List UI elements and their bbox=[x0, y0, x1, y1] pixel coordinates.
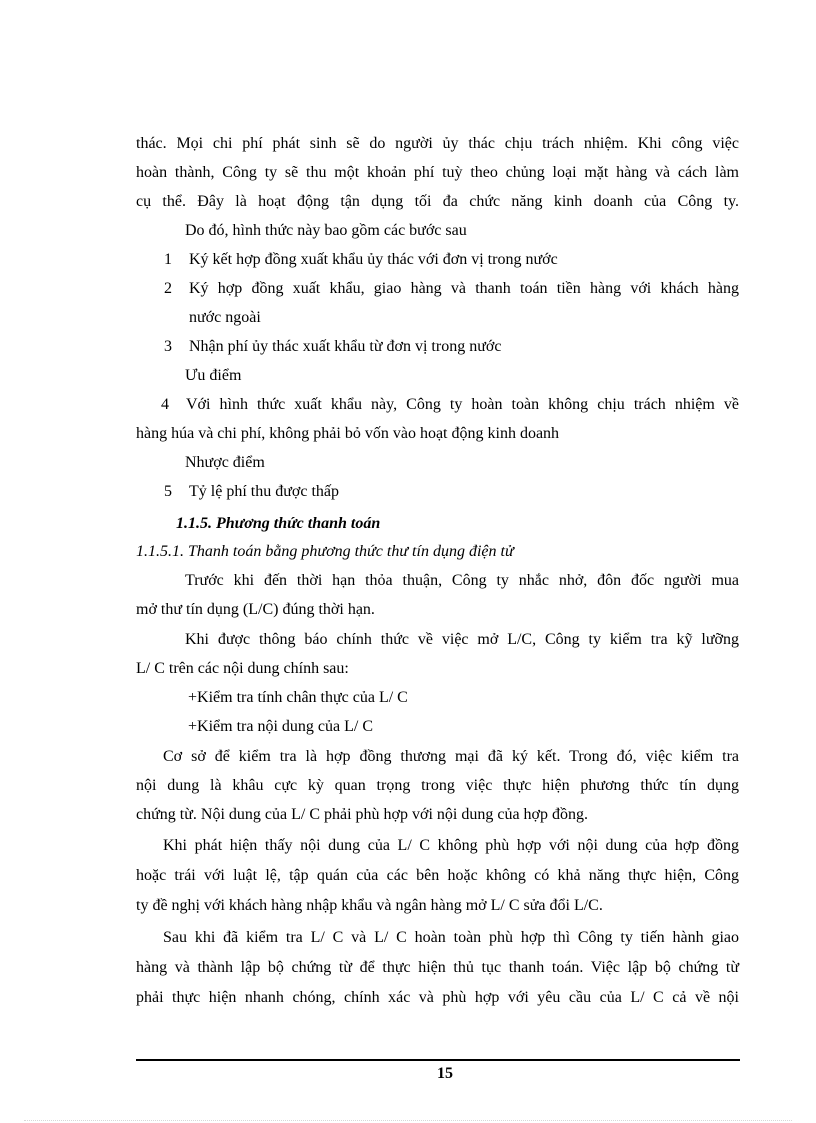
body-text-line: nội dung là khâu cực kỳ quan trọng trong việc thực hiện phương thức tín dụng bbox=[136, 777, 739, 794]
body-text-line: Do đó, hình thức này bao gồm các bước sau bbox=[185, 222, 467, 239]
body-text-line: cụ thể. Đây là hoạt động tận dụng tối đa chức năng kinh doanh của Công ty. bbox=[136, 193, 739, 210]
list-text: Tỷ lệ phí thu được thấp bbox=[189, 483, 339, 500]
disadvantage-label: Nhược điểm bbox=[185, 454, 265, 471]
body-text-line: Cơ sở để kiểm tra là hợp đồng thương mại đã ký kết. Trong đó, việc kiểm tra bbox=[163, 748, 739, 765]
bullet-item: +Kiểm tra tính chân thực của L/ C bbox=[188, 689, 408, 706]
body-text-line: Sau khi đã kiểm tra L/ C và L/ C hoàn toàn phù hợp thì Công ty tiến hành giao bbox=[163, 929, 739, 946]
list-text-continuation: nước ngoài bbox=[189, 309, 261, 326]
list-text: Với hình thức xuất khẩu này, Công ty hoàn toàn không chịu trách nhiệm về bbox=[186, 396, 739, 413]
list-text: Ký kết hợp đồng xuất khẩu ủy thác với đơn vị trong nước bbox=[189, 251, 558, 268]
body-text-line: thác. Mọi chi phí phát sinh sẽ do người ủy thác chịu trách nhiệm. Khi công việc bbox=[136, 135, 739, 152]
body-text-line: hoặc trái với luật lệ, tập quán của các bên hoặc không có khả năng thực hiện, Công bbox=[136, 867, 739, 884]
body-text-line: hoàn thành, Công ty sẽ thu một khoản phí tuỳ theo chủng loại mặt hàng và cách làm bbox=[136, 164, 739, 181]
list-number: 4 bbox=[161, 396, 169, 413]
body-text-line: hàng và thành lập bộ chứng từ để thực hiện thủ tục thanh toán. Việc lập bộ chứng từ bbox=[136, 959, 739, 976]
body-text-line: L/ C trên các nội dung chính sau: bbox=[136, 660, 349, 677]
body-text-line: Khi phát hiện thấy nội dung của L/ C không phù hợp với nội dung của hợp đồng bbox=[163, 837, 739, 854]
list-number: 1 bbox=[164, 251, 172, 268]
list-number: 3 bbox=[164, 338, 172, 355]
body-text-line: mở thư tín dụng (L/C) đúng thời hạn. bbox=[136, 601, 375, 618]
body-text-line: Khi được thông báo chính thức về việc mở L/C, Công ty kiểm tra kỹ lưỡng bbox=[185, 631, 739, 648]
footer-rule bbox=[136, 1059, 740, 1061]
list-text-continuation: hàng húa và chi phí, không phải bỏ vốn vào hoạt động kinh doanh bbox=[136, 425, 560, 442]
list-text: Ký hợp đồng xuất khẩu, giao hàng và thanh toán tiền hàng với khách hàng bbox=[189, 280, 739, 297]
section-heading: 1.1.5. Phương thức thanh toán bbox=[176, 515, 381, 532]
body-text-line: chứng từ. Nội dung của L/ C phải phù hợp với nội dung của hợp đồng. bbox=[136, 806, 589, 823]
list-number: 5 bbox=[164, 483, 172, 500]
body-text-line: phải thực hiện nhanh chóng, chính xác và phù hợp với yêu cầu của L/ C cả về nội bbox=[136, 989, 739, 1006]
list-text: Nhận phí ủy thác xuất khẩu từ đơn vị trong nước bbox=[189, 338, 502, 355]
body-text-line: Trước khi đến thời hạn thỏa thuận, Công ty nhắc nhở, đôn đốc người mua bbox=[185, 572, 739, 589]
page-edge-divider bbox=[24, 1120, 792, 1121]
advantage-label: Ưu điểm bbox=[185, 367, 242, 384]
page-number: 15 bbox=[437, 1065, 453, 1082]
list-number: 2 bbox=[164, 280, 172, 297]
bullet-item: +Kiểm tra nội dung của L/ C bbox=[188, 718, 373, 735]
body-text-line: ty đề nghị với khách hàng nhập khẩu và ngân hàng mở L/ C sửa đổi L/C. bbox=[136, 897, 603, 914]
subsection-heading: 1.1.5.1. Thanh toán bằng phương thức thư tín dụng điện tử bbox=[136, 543, 514, 560]
